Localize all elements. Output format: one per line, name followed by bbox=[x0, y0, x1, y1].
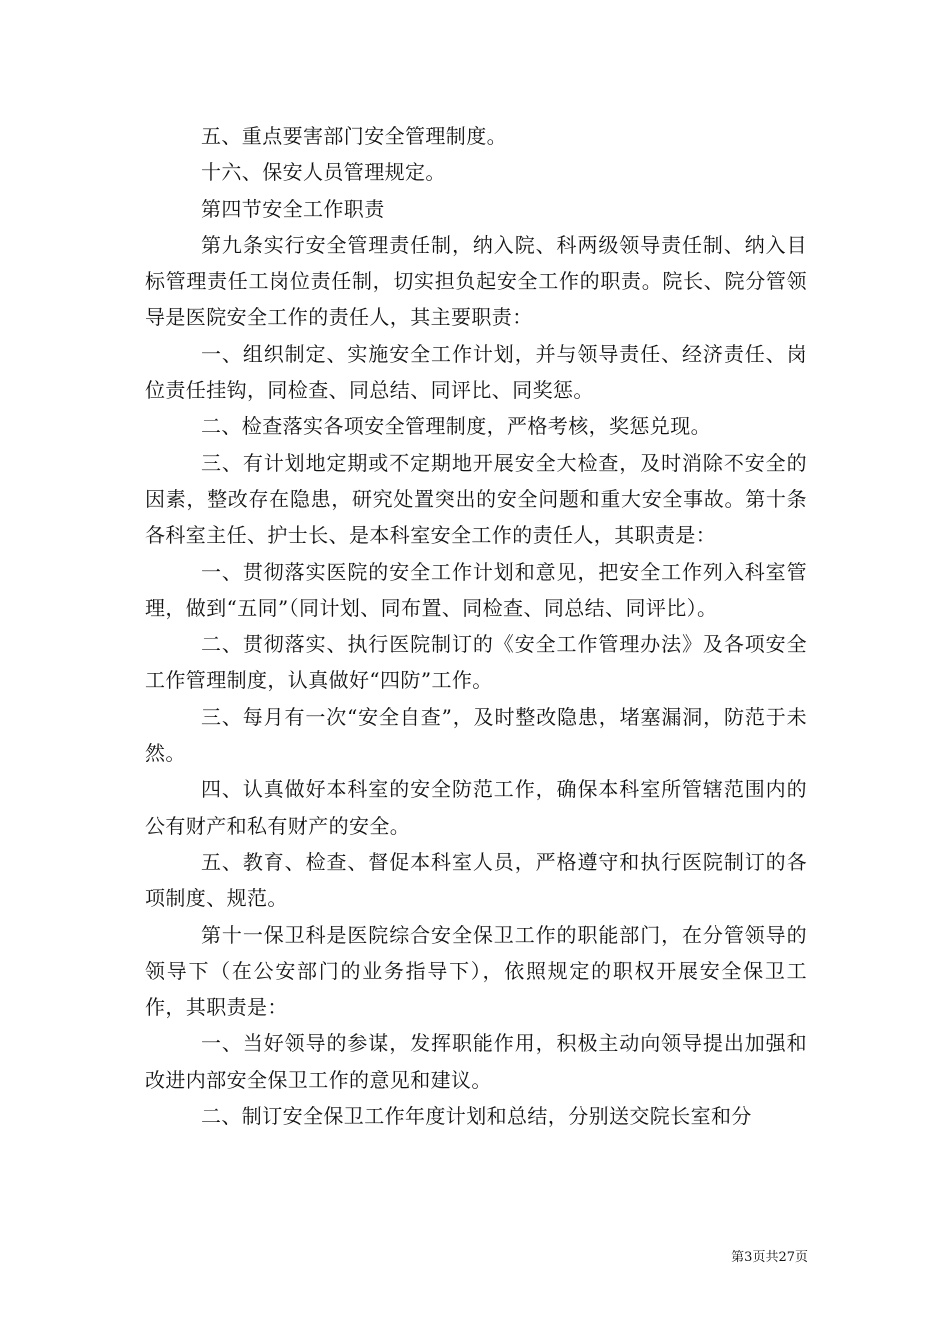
section-heading: 第四节安全工作职责 bbox=[201, 196, 385, 221]
paragraph-10: 四、认真做好本科室的安全防范工作，确保本科室所管辖范围内的公有财产和私有财产的安全。 bbox=[145, 777, 807, 838]
paragraph-6: 三、有计划地定期或不定期地开展安全大检查，及时消除不安全的因素，整改存在隐患，研究处置突出的安全问题和重大安全事故。第十条各科室主任、护士长、是本科室安全工作的责任人，其职责是： bbox=[145, 450, 807, 548]
paragraph-article-11: 第十一保卫科是医院综合安全保卫工作的职能部门，在分管领导的领导下（在公安部门的业务指导下），依照规定的职权开展安全保卫工作，其职责是： bbox=[145, 922, 807, 1020]
page-number-footer: 第3页共27页 bbox=[731, 1250, 808, 1265]
paragraph-article-9: 第九条实行安全管理责任制，纳入院、科两级领导责任制、纳入目标管理责任工岗位责任制，切实担负起安全工作的职责。院长、院分管领导是医院安全工作的责任人，其主要职责： bbox=[145, 232, 807, 330]
paragraph-5: 二、检查落实各项安全管理制度，严格考核，奖惩兑现。 bbox=[201, 414, 711, 439]
document-body bbox=[145, 118, 807, 1134]
paragraph-2: 十六、保安人员管理规定。 bbox=[201, 160, 446, 185]
paragraph-14: 二、制订安全保卫工作年度计划和总结，分别送交院长室和分 bbox=[201, 1104, 752, 1129]
paragraph-9: 三、每月有一次“安全自查”，及时整改隐患，堵塞漏洞，防范于未然。 bbox=[145, 704, 807, 766]
paragraph-8: 二、贯彻落实、执行医院制订的《安全工作管理办法》及各项安全工作管理制度，认真做好“四防”工作。 bbox=[145, 632, 807, 693]
paragraph-7: 一、贯彻落实医院的安全工作计划和意见，把安全工作列入科室管理，做到“五同”（同计划、同布置、同检查、同总结、同评比）。 bbox=[145, 559, 807, 620]
paragraph-1: 五、重点要害部门安全管理制度。 bbox=[201, 124, 507, 148]
paragraph-11: 五、教育、检查、督促本科室人员，严格遵守和执行医院制订的各项制度、规范。 bbox=[145, 849, 807, 911]
paragraph-13: 一、当好领导的参谋，发挥职能作用，积极主动向领导提出加强和改进内部安全保卫工作的意见和建议。 bbox=[145, 1031, 807, 1092]
paragraph-4: 一、组织制定、实施安全工作计划，并与领导责任、经济责任、岗位责任挂钩，同检查、同总结、同评比、同奖惩。 bbox=[145, 341, 807, 403]
